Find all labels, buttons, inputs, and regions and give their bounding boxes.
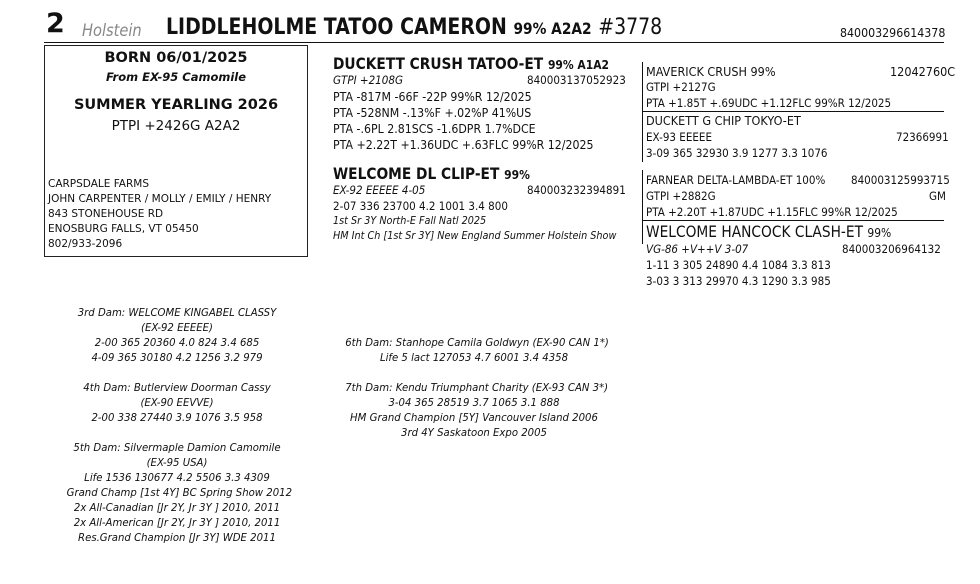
consignor-street: 843 STONEHOUSE RD	[48, 208, 164, 220]
fifth-dam-line: Life 1536 130677 4.2 5506 3.3 4309	[84, 471, 270, 484]
dam-name: WELCOME DL CLIP-ET	[333, 164, 500, 183]
seventh-dam-line: HM Grand Champion [5Y] Vancouver Island 2006	[350, 411, 598, 424]
fifth-dam-line: 2x All-Canadian [Jr 2Y, Jr 3Y ] 2010, 2011	[73, 501, 281, 514]
dam-award: HM Int Ch [1st Sr 3Y] New England Summer Holstein Show	[333, 230, 617, 242]
consignor-names: JOHN CARPENTER / MOLLY / EMILY / HENRY	[48, 193, 272, 205]
sire-dam-score: EX-93 EEEEE	[646, 130, 713, 144]
lot-number: 2	[46, 8, 65, 39]
sire-name: DUCKETT CRUSH TATOO-ET	[333, 54, 544, 73]
sire-title	[333, 54, 609, 73]
sire-pta-line: PTA +2.22T +1.36UDC +.63FLC 99%R 12/2025	[333, 137, 594, 152]
sire-pta-line: PTA -528NM -.13%F +.02%P 41%US	[333, 105, 532, 120]
sire-sire-name: MAVERICK CRUSH 99%	[646, 64, 776, 79]
sire-sire-reg: 12042760C	[890, 64, 956, 79]
header-rule	[44, 42, 944, 43]
fourth-dam-line: (EX-90 EEVVE)	[140, 396, 214, 409]
dam-reg: 840003232394891	[527, 183, 626, 197]
fourth-dam-line: 2-00 338 27440 3.9 1076 3.5 958	[91, 411, 263, 424]
third-dam-line: 4-09 365 30180 4.2 1256 3.2 979	[91, 351, 263, 364]
sire-pta-line: PTA -.6PL 2.81SCS -1.6DPR 1.7%DCE	[333, 121, 536, 136]
sire-sire-pta: PTA +1.85T +.69UDC +1.12FLC 99%R 12/2025	[646, 96, 892, 110]
consignor-farm: CARPSDALE FARMS	[48, 178, 149, 190]
fifth-dam-line: Grand Champ [1st 4Y] BC Spring Show 2012	[66, 486, 293, 499]
fifth-dam-line: 2x All-American [Jr 2Y, Jr 3Y ] 2010, 2011	[73, 516, 281, 529]
third-dam-line: (EX-92 EEEEE)	[140, 321, 214, 334]
sire-sire-gtpi: GTPI +2127G	[646, 80, 716, 94]
bracket-line	[642, 62, 643, 162]
third-dam-line: 2-00 365 20360 4.0 824 3.4 685	[94, 336, 260, 349]
sire-dam-name: DUCKETT G CHIP TOKYO-ET	[646, 113, 801, 128]
dam-sire-gtpi: GTPI +2882G	[646, 189, 716, 203]
fourth-dam-line: 4th Dam: Butlerview Doorman Cassy	[83, 381, 271, 394]
dam-dam-name: WELCOME HANCOCK CLASH-ET	[646, 222, 863, 241]
fifth-dam-line: 5th Dam: Silvermaple Damion Camomile	[73, 441, 281, 454]
dam-dam-record: 1-11 3 305 24890 4.4 1084 3.3 813	[646, 258, 831, 272]
dam-tag: 99%	[504, 167, 530, 182]
ptpi-value: PTPI +2426G A2A2	[111, 118, 241, 134]
dam-score: EX-92 EEEEE 4-05	[333, 183, 426, 197]
sire-tag: 99% A1A2	[547, 57, 610, 72]
born-from: From EX-95 Camomile	[105, 70, 247, 84]
born-date: BORN 06/01/2025	[104, 50, 248, 66]
dam-dam-title	[646, 222, 891, 241]
seventh-dam-line: 7th Dam: Kendu Triumphant Charity (EX-93 CAN 3*)	[345, 381, 609, 394]
bracket-line	[642, 170, 643, 244]
animal-name: LIDDLEHOLME TATOO CAMERON	[166, 15, 507, 40]
animal-number: #3778	[598, 15, 663, 40]
third-dam-line: 3rd Dam: WELCOME KINGABEL CLASSY	[77, 306, 277, 319]
breed-label: Holstein	[82, 21, 142, 41]
dam-dam-reg: 840003206964132	[842, 242, 941, 256]
sire-dam-record: 3-09 365 32930 3.9 1277 3.3 1076	[646, 146, 828, 160]
dam-dam-score: VG-86 +V++V 3-07	[646, 242, 749, 256]
sire-pta-line: PTA -817M -66F -22P 99%R 12/2025	[333, 89, 532, 104]
dam-sire-reg: 840003125993715	[851, 173, 950, 187]
consignor-city: ENOSBURG FALLS, VT 05450	[48, 223, 199, 235]
show-class: SUMMER YEARLING 2026	[73, 97, 279, 113]
grandparent-rule	[642, 111, 944, 112]
dam-title	[333, 164, 530, 183]
consignor-phone: 802/933-2096	[48, 238, 123, 250]
fifth-dam-line: (EX-95 USA)	[146, 456, 208, 469]
dam-sire-pta: PTA +2.20T +1.87UDC +1.15FLC 99%R 12/2025	[646, 205, 898, 219]
animal-tag: 99% A2A2	[513, 19, 592, 38]
sixth-dam-line: Life 5 lact 127053 4.7 6001 3.4 4358	[379, 351, 569, 364]
sire-dam-reg: 72366991	[896, 130, 949, 144]
seventh-dam-line: 3rd 4Y Saskatoon Expo 2005	[401, 426, 547, 439]
dam-sire-name: FARNEAR DELTA-LAMBDA-ET 100%	[646, 173, 826, 187]
dam-sire-code: GM	[929, 189, 946, 203]
sire-gtpi: GTPI +2108G	[333, 73, 403, 87]
grandparent-rule	[642, 220, 944, 221]
dam-record: 2-07 336 23700 4.2 1001 3.4 800	[333, 199, 508, 213]
fifth-dam-line: Res.Grand Champion [Jr 3Y] WDE 2011	[78, 531, 276, 544]
dam-dam-record: 3-03 3 313 29970 4.3 1290 3.3 985	[646, 274, 831, 288]
dam-dam-tag: 99%	[867, 225, 892, 240]
sire-reg: 840003137052923	[527, 73, 626, 87]
registration-number: 840003296614378	[840, 26, 946, 40]
sixth-dam-line: 6th Dam: Stanhope Camila Goldwyn (EX-90 CAN 1*)	[345, 336, 609, 349]
dam-award: 1st Sr 3Y North-E Fall Natl 2025	[333, 215, 487, 227]
animal-title	[166, 15, 662, 40]
seventh-dam-line: 3-04 365 28519 3.7 1065 3.1 888	[388, 396, 560, 409]
